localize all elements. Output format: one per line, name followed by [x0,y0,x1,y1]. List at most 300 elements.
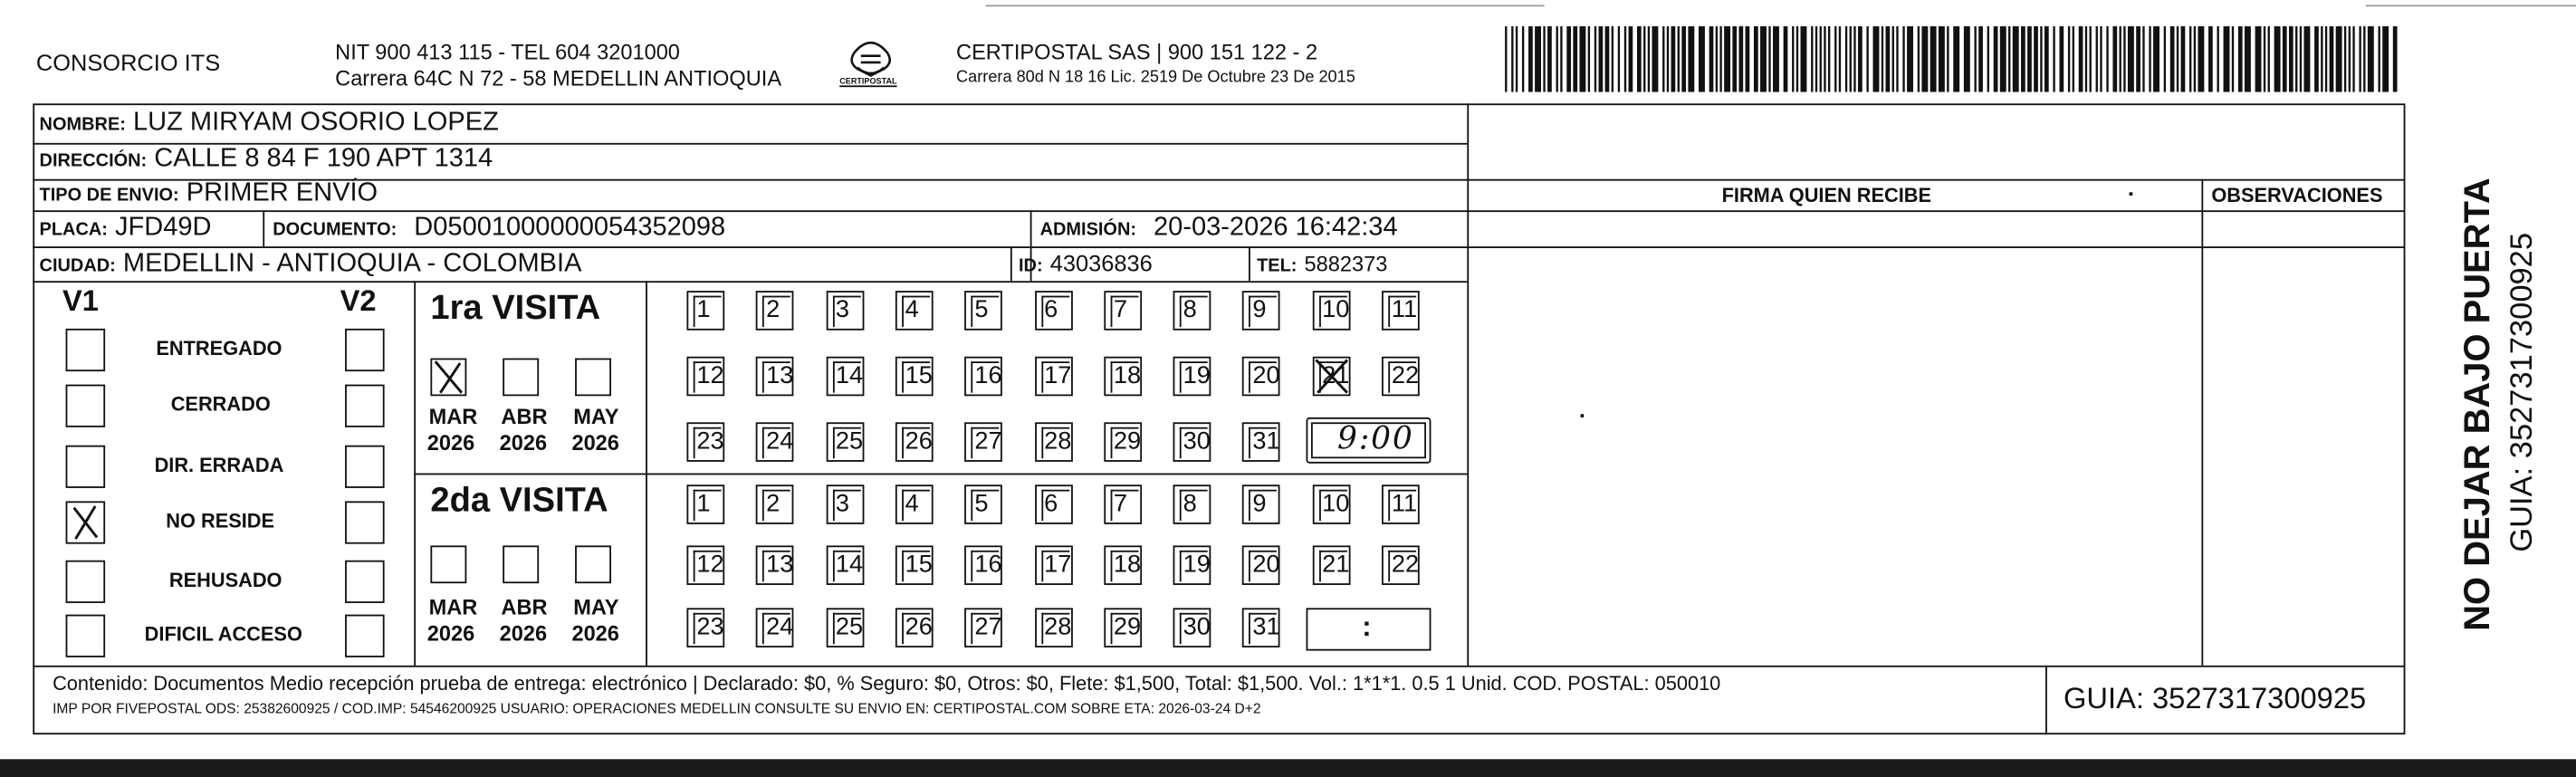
barcode-bar [1978,26,1983,92]
day-checkbox[interactable] [686,291,724,331]
day-checkbox[interactable] [964,357,1002,397]
day-number: 26 [905,612,933,641]
barcode-bar [2053,26,2054,92]
status-option-label: REHUSADO [168,568,282,592]
barcode-bar [2142,26,2144,92]
day-checkbox[interactable] [895,291,934,331]
city-cell [40,250,582,280]
name-value: LUZ MIRYAM OSORIO LOPEZ [133,108,499,137]
barcode-bar [1573,26,1577,92]
barcode-bar [1921,26,1928,92]
barcode-bar [1939,26,1945,92]
day-checkbox[interactable] [1382,484,1420,524]
barcode-bar [2238,26,2243,92]
day-number: 10 [1322,295,1350,324]
day-checkbox[interactable] [686,608,724,648]
address-line: Carrera 64C N 72 - 58 MEDELLIN ANTIOQUIA [335,65,782,91]
day-checkbox[interactable] [1242,291,1280,331]
day-number: 14 [835,361,864,390]
day-number: 18 [1113,550,1142,579]
plate-label: PLACA: [39,220,108,240]
barcode [1501,26,2405,92]
day-checkbox[interactable] [964,422,1002,462]
day-checkbox[interactable] [1104,545,1142,585]
day-checkbox[interactable] [1173,545,1211,585]
day-checkbox[interactable] [756,422,794,462]
month-checkbox[interactable] [575,359,611,397]
v1-checkbox[interactable] [66,615,106,657]
day-number: 12 [696,550,724,579]
day-checkbox[interactable] [1312,357,1350,397]
barcode-bar [1543,26,1545,92]
day-checkbox[interactable] [686,422,724,462]
day-checkbox[interactable] [1242,357,1280,397]
barcode-bar [2079,26,2083,92]
barcode-bar [2274,26,2281,92]
certipostal-logo [838,36,904,95]
day-number: 15 [905,550,933,579]
day-checkbox[interactable] [826,357,864,397]
day-checkbox[interactable] [686,357,724,397]
day-checkbox[interactable] [1034,608,1072,648]
day-checkbox[interactable] [756,545,794,585]
day-check-mark-icon [1312,357,1350,397]
barcode-bar [2149,26,2150,92]
day-number: 3 [835,489,849,518]
barcode-bar [2303,26,2310,92]
side-guia: GUIA: 3527317300925 [2505,232,2541,552]
day-checkbox[interactable] [1104,422,1142,462]
barcode-bar [2336,26,2342,92]
stray-dot [2130,192,2133,196]
visit1-time: 9:00 [1337,420,1414,457]
barcode-bar [2378,26,2380,92]
barcode-bar [1560,26,1562,92]
nit-line: NIT 900 413 115 - TEL 604 3201000 [335,39,680,64]
day-checkbox[interactable] [895,484,934,524]
barcode-bar [2045,26,2049,92]
year-label: 2026 [426,620,475,647]
day-checkbox[interactable] [756,291,794,331]
day-checkbox[interactable] [1242,422,1280,462]
day-number: 10 [1322,489,1350,518]
day-checkbox[interactable] [895,545,934,585]
day-number: 27 [974,612,1002,641]
day-checkbox[interactable] [1382,545,1420,585]
barcode-bar [1768,26,1770,92]
day-number: 22 [1391,361,1420,390]
tel-cell [1257,250,1387,280]
day-number: 9 [1252,295,1267,324]
day-checkbox[interactable] [826,291,864,331]
barcode-bar [1719,26,1721,92]
barcode-bar [2128,26,2134,92]
barcode-bar [2068,26,2070,92]
day-checkbox[interactable] [686,484,724,524]
barcode-bar [1858,26,1863,92]
status-option-label: DIR. ERRADA [154,453,284,477]
barcode-bar [1652,26,1658,92]
day-number: 1 [696,295,711,324]
firma-label: FIRMA QUIEN RECIBE [1721,184,1932,207]
day-number: 22 [1391,550,1420,579]
day-number: 30 [1183,427,1211,456]
barcode-bar [2170,26,2175,92]
shipping-type-label: TIPO DE ENVIO: [39,186,179,206]
day-number: 13 [766,550,794,579]
barcode-bar [1612,26,1614,92]
barcode-bar [1839,26,1841,92]
barcode-bar [2255,26,2262,92]
barcode-bar [2232,26,2234,92]
barcode-bar [2106,26,2108,92]
barcode-bar [1629,26,1633,92]
month-checkbox[interactable] [503,359,539,397]
admission-cell [1040,214,1398,244]
day-checkbox[interactable] [1034,291,1072,331]
month-label: MAR [428,404,478,429]
barcode-bar [1681,26,1686,92]
document-cell [273,214,725,244]
barcode-bar [1522,26,1524,92]
barcode-bar [1754,26,1758,92]
barcode-bar [2349,26,2351,92]
day-checkbox[interactable] [826,545,864,585]
barcode-bar [1902,26,1904,92]
day-number: 15 [905,361,933,390]
day-number: 6 [1044,489,1058,518]
barcode-bar [1994,26,1998,92]
barcode-bar [1547,26,1552,92]
barcode-bar [2325,26,2327,92]
v1-checkbox[interactable] [66,329,106,371]
barcode-bar [1845,26,1847,92]
barcode-bar [1886,26,1891,92]
barcode-bar [2059,26,2064,92]
day-checkbox[interactable] [1173,608,1211,648]
barcode-bar [1918,26,1920,92]
barcode-bar [1953,26,1959,92]
day-number: 19 [1183,361,1211,390]
barcode-bar [1671,26,1676,92]
barcode-bar [2264,26,2265,92]
day-checkbox[interactable] [895,608,934,648]
barcode-bar [2268,26,2270,92]
name-label: NOMBRE: [39,115,126,135]
month-checkbox[interactable] [430,545,466,583]
day-number: 5 [974,295,989,324]
barcode-bar [2295,26,2297,92]
barcode-bar [1738,26,1743,92]
shipping-type-row [40,179,378,209]
day-number: 23 [696,612,724,641]
barcode-bar [1853,26,1855,92]
barcode-bar [2153,26,2159,92]
visit2-time: : [1362,610,1372,643]
barcode-bar [2100,26,2102,92]
barcode-bar [2164,26,2166,92]
barcode-bar [2198,26,2204,92]
day-checkbox[interactable] [895,422,934,462]
address-label: DIRECCIÓN: [39,150,148,171]
day-checkbox[interactable] [964,291,1002,331]
barcode-bar [1850,26,1852,92]
v2-checkbox[interactable] [345,385,385,427]
top-edge-line-right [2366,5,2576,6]
barcode-bar [1930,26,1937,92]
address-row [40,145,493,175]
day-number: 25 [835,427,864,456]
day-checkbox[interactable] [826,608,864,648]
visit2-time-box[interactable] [1307,608,1432,650]
day-checkbox[interactable] [756,484,794,524]
plate-value: JFD49D [115,213,212,242]
barcode-bar [1643,26,1645,92]
day-number: 21 [1322,361,1350,390]
day-number: 29 [1113,612,1142,641]
status-option-label: NO RESIDE [166,509,275,532]
barcode-bar [2177,26,2179,92]
barcode-bar [2208,26,2213,92]
barcode-bar [2112,26,2117,92]
day-number: 6 [1044,295,1058,324]
barcode-bar [2382,26,2389,92]
day-checkbox[interactable] [1382,291,1420,331]
barcode-bar [1892,26,1894,92]
day-number: 29 [1113,427,1142,456]
day-checkbox[interactable] [826,422,864,462]
day-checkbox[interactable] [686,545,724,585]
v2-checkbox[interactable] [345,501,385,543]
day-number: 8 [1183,489,1197,518]
v2-checkbox[interactable] [345,329,385,371]
day-number: 27 [974,427,1002,456]
day-number: 17 [1044,550,1072,579]
day-checkbox[interactable] [826,484,864,524]
barcode-bar [1796,26,1798,92]
barcode-bar [1624,26,1626,92]
day-checkbox[interactable] [1312,545,1350,585]
barcode-bar [1588,26,1590,92]
barcode-bar [1828,26,1830,92]
day-number: 9 [1252,489,1267,518]
side-warning: NO DEJAR BAJO PUERTA [2456,177,2498,631]
day-number: 2 [766,295,780,324]
barcode-bar [2194,26,2196,92]
logo-caption: CERTIPOSTAL [839,77,897,88]
barcode-bar [1662,26,1664,92]
day-number: 26 [905,427,933,456]
barcode-bar [1896,26,1898,92]
day-number: 31 [1252,612,1280,641]
day-number: 4 [905,489,919,518]
status-option-label: ENTREGADO [156,336,282,360]
barcode-bar [1987,26,1989,92]
day-checkbox[interactable] [1104,484,1142,524]
barcode-bar [2181,26,2186,92]
barcode-bar [1688,26,1694,92]
day-checkbox[interactable] [1173,291,1211,331]
v2-checkbox[interactable] [345,561,385,603]
barcode-bar [2120,26,2121,92]
barcode-bar [1637,26,1642,92]
check-mark-icon [432,360,464,394]
barcode-bar [2245,26,2251,92]
footer-contents: Contenido: Documentos Medio recepción prueba de entrega: electrónico | Declarado: $0, % Seguro: $0, Otros: $0, Flete: $1,500, Total: $1,500. Vol.: 1*1*1. 0.5 1 Unid. COD. POSTAL: 050010 [53,672,1721,695]
id-label: ID: [1018,256,1043,276]
barcode-bar [1773,26,1779,92]
barcode-bar [2393,26,2398,92]
document-value: D05001000000054352098 [414,213,726,242]
day-checkbox[interactable] [1034,357,1072,397]
barcode-bar [1648,26,1650,92]
day-checkbox[interactable] [1242,545,1280,585]
day-checkbox[interactable] [1104,357,1142,397]
barcode-bar [1882,26,1883,92]
visit1-time-box[interactable] [1307,417,1432,464]
day-checkbox[interactable] [1312,484,1350,524]
bottom-scan-band [0,759,2576,777]
day-checkbox[interactable] [1173,484,1211,524]
day-number: 23 [696,427,724,456]
barcode-bar [1505,26,1507,92]
barcode-bar [2034,26,2038,92]
barcode-bar [2021,26,2025,92]
barcode-bar [1535,26,1541,92]
barcode-bar [2008,26,2010,92]
barcode-bar [1974,26,1976,92]
status-option-label: DIFICIL ACCESO [144,622,302,647]
day-number: 3 [835,295,849,324]
barcode-bar [1815,26,1817,92]
observations-area[interactable] [2205,214,2402,664]
day-checkbox[interactable] [1034,484,1072,524]
day-number: 5 [974,489,989,518]
month-label: ABR [501,404,548,429]
barcode-bar [1618,26,1620,92]
certipostal-line: CERTIPOSTAL SAS | 900 151 122 - 2 [956,39,1318,64]
month-label: MAY [573,594,619,620]
day-number: 24 [766,612,794,641]
day-checkbox[interactable] [1242,608,1280,648]
day-number: 13 [766,361,794,390]
barcode-bar [2027,26,2032,92]
barcode-bar [1528,26,1533,92]
day-number: 14 [835,550,864,579]
barcode-bar [2321,26,2322,92]
v1-checkbox[interactable] [66,501,106,543]
day-checkbox[interactable] [1104,608,1142,648]
month-label: MAR [428,594,478,620]
barcode-bar [1516,26,1518,92]
barcode-bar [1667,26,1669,92]
name-row [40,109,499,139]
barcode-bar [2089,26,2091,92]
day-checkbox[interactable] [756,608,794,648]
tel-label: TEL: [1257,256,1298,276]
v1-checkbox[interactable] [66,446,106,488]
barcode-bar [1724,26,1730,92]
v1-checkbox[interactable] [66,385,106,427]
day-checkbox[interactable] [1382,357,1420,397]
day-checkbox[interactable] [1034,545,1072,585]
day-checkbox[interactable] [1034,422,1072,462]
top-edge-line [986,5,1545,6]
day-checkbox[interactable] [1173,357,1211,397]
barcode-bar [2359,26,2361,92]
tel-value: 5882373 [1304,251,1388,276]
day-number: 11 [1391,295,1418,324]
shipping-type-value: PRIMER ENVÍO [186,178,378,207]
day-number: 31 [1252,427,1280,456]
day-number: 28 [1044,612,1072,641]
barcode-bar [1594,26,1596,92]
day-checkbox[interactable] [964,545,1002,585]
barcode-bar [2289,26,2294,92]
month-checkbox[interactable] [503,545,539,583]
barcode-bar [1760,26,1767,92]
signature-area[interactable] [1470,214,2200,664]
barcode-bar [2224,26,2230,92]
day-number: 11 [1391,489,1418,518]
admission-label: ADMISIÓN: [1039,220,1137,240]
status-option-label: CERRADO [170,392,271,417]
barcode-bar [2073,26,2074,92]
day-number: 21 [1322,550,1350,579]
v2-checkbox[interactable] [345,615,385,657]
day-number: 4 [905,295,919,324]
day-checkbox[interactable] [1173,422,1211,462]
month-label: MAY [573,404,619,429]
v2-checkbox[interactable] [345,446,385,488]
day-checkbox[interactable] [756,357,794,397]
day-checkbox[interactable] [1104,291,1142,331]
day-checkbox[interactable] [964,484,1002,524]
day-checkbox[interactable] [1312,291,1350,331]
barcode-bar [1678,26,1680,92]
barcode-bar [2189,26,2191,92]
day-number: 18 [1113,361,1142,390]
barcode-bar [1599,26,1604,92]
barcode-bar [2300,26,2302,92]
barcode-bar [1709,26,1714,92]
stray-mark [1581,414,1585,417]
year-label: 2026 [571,430,619,456]
day-number: 12 [696,361,724,390]
barcode-bar [1566,26,1571,92]
barcode-bar [1699,26,1705,92]
month-checkbox[interactable] [575,545,611,583]
day-number: 24 [766,427,794,456]
day-number: 28 [1044,427,1072,456]
observaciones-label: OBSERVACIONES [2211,184,2383,207]
barcode-bar [2344,26,2346,92]
barcode-bar [1811,26,1813,92]
barcode-bar [2330,26,2334,92]
v1-checkbox[interactable] [66,561,106,603]
year-label: 2026 [571,620,619,647]
barcode-bar [1907,26,1913,92]
barcode-bar [1834,26,1836,92]
admission-value: 20-03-2026 16:42:34 [1154,213,1398,242]
day-checkbox[interactable] [1242,484,1280,524]
day-number: 2 [766,489,780,518]
day-checkbox[interactable] [895,357,934,397]
month-checkbox[interactable] [430,359,466,397]
day-checkbox[interactable] [964,608,1002,648]
barcode-bar [1784,26,1788,92]
barcode-bar [1511,26,1513,92]
